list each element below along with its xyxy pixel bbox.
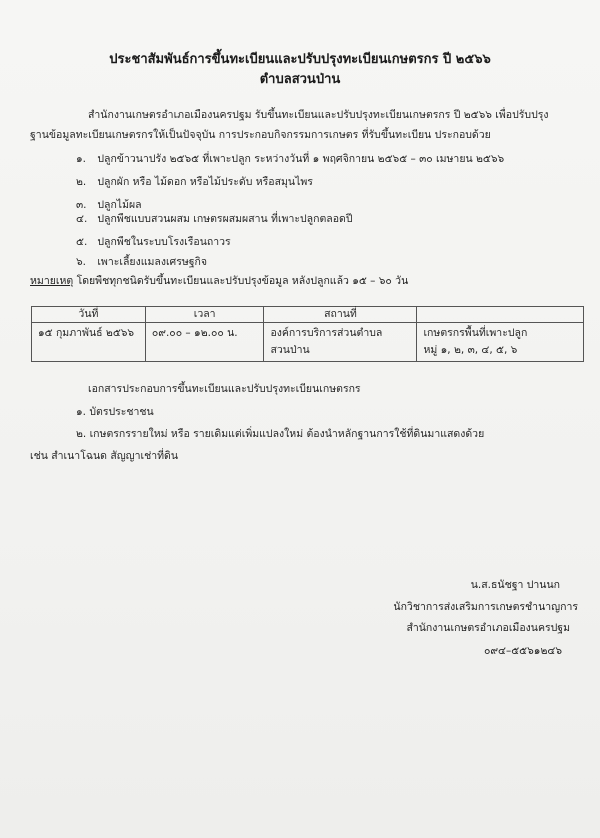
table-header-row (32, 307, 584, 323)
document-title: ประชาสัมพันธ์การขึ้นทะเบียนและปรับปรุงทะเบียนเกษตรกร ปี ๒๕๖๖ (109, 52, 491, 67)
activity-number: ๓. (76, 199, 87, 211)
activity-text: เพาะเลี้ยงแมลงเศรษฐกิจ (97, 256, 208, 268)
note-label: หมายเหตุ (30, 275, 74, 287)
place-line-1: องค์การบริการส่วนตำบล (270, 327, 383, 339)
note-text: โดยพืชทุกชนิดรับขึ้นทะเบียนและปรับปรุงข้อมูล หลังปลูกแล้ว ๑๕ – ๖๐ วัน (73, 275, 409, 287)
cell-time: ๐๙.๐๐ – ๑๒.๐๐ น. (145, 323, 264, 362)
signature-name: น.ส.ธนัชฐา ปานนก (470, 579, 560, 591)
document-item: ๒. เกษตรกรรายใหม่ หรือ รายเดิมแต่เพิ่มแปลงใหม่ ต้องนำหลักฐานการใช้ที่ดินมาแสดงด้วย (76, 428, 485, 440)
activity-text: ปลูกพืชในระบบโรงเรือนถาวร (97, 236, 231, 248)
participants-line-2: หมู่ ๑, ๒, ๓, ๔, ๕, ๖ (423, 344, 518, 356)
activity-number: ๕. (76, 236, 88, 248)
intro-line-2: ฐานข้อมูลทะเบียนเกษตรกรให้เป็นปัจจุบัน การประกอบกิจกรรมการเกษตร ที่รับขึ้นทะเบียน ประกอบด้วย (30, 129, 491, 141)
table-row (32, 323, 584, 362)
signature-phone: ๐๙๔–๕๕๖๑๒๔๖ (483, 645, 562, 657)
activity-item (76, 210, 353, 227)
cell-date: ๑๕ กุมภาพันธ์ ๒๕๖๖ (32, 323, 146, 362)
activity-number: ๖. (76, 256, 87, 268)
document-item: ๑. บัตรประชาชน (76, 406, 154, 418)
activity-text: ปลูกผัก หรือ ไม้ดอก หรือไม้ประดับ หรือสมุนไพร (97, 176, 313, 188)
activity-item (76, 173, 313, 190)
header-place: สถานที่ (264, 307, 417, 323)
participants-line-1: เกษตรกรพื้นที่เพาะปลูก (423, 327, 528, 339)
schedule-table (31, 306, 584, 362)
activity-number: ๒. (76, 176, 87, 188)
activity-text: ปลูกพืชแบบสวนผสม เกษตรผสมผสาน ที่เพาะปลูกตลอดปี (97, 213, 353, 225)
note-line (30, 272, 408, 289)
document-item-continued: เช่น สำเนาโฉนด สัญญาเช่าที่ดิน (30, 450, 179, 462)
signature-position: นักวิชาการส่งเสริมการเกษตรชำนาญการ (393, 601, 578, 613)
activity-item (76, 253, 207, 270)
header-date: วันที่ (32, 307, 146, 323)
activity-item (76, 233, 231, 250)
activity-text: ปลูกไม้ผล (97, 199, 142, 211)
signature-office: สำนักงานเกษตรอำเภอเมืองนครปฐม (406, 622, 570, 634)
intro-line-1: สำนักงานเกษตรอำเภอเมืองนครปฐม รับขึ้นทะเบียนและปรับปรุงทะเบียนเกษตรกร ปี ๒๕๖๖ เพื่อปรับปรุง (88, 109, 549, 121)
document-subtitle: ตำบลสวนป่าน (259, 72, 341, 87)
header-time: เวลา (145, 307, 264, 323)
place-line-2: สวนป่าน (270, 344, 310, 356)
documents-heading: เอกสารประกอบการขึ้นทะเบียนและปรับปรุงทะเบียนเกษตรกร (88, 383, 361, 395)
cell-place (264, 323, 417, 362)
cell-participants (417, 323, 584, 362)
activity-number: ๑. (76, 153, 87, 165)
activity-text: ปลูกข้าวนาปรัง ๒๕๖๕ ที่เพาะปลูก ระหว่างวันที่ ๑ พฤศจิกายน ๒๕๖๕ – ๓๐ เมษายน ๒๕๖๖ (97, 153, 505, 165)
header-participants (417, 307, 584, 323)
activity-number: ๔. (76, 213, 88, 225)
activity-item (76, 150, 504, 167)
